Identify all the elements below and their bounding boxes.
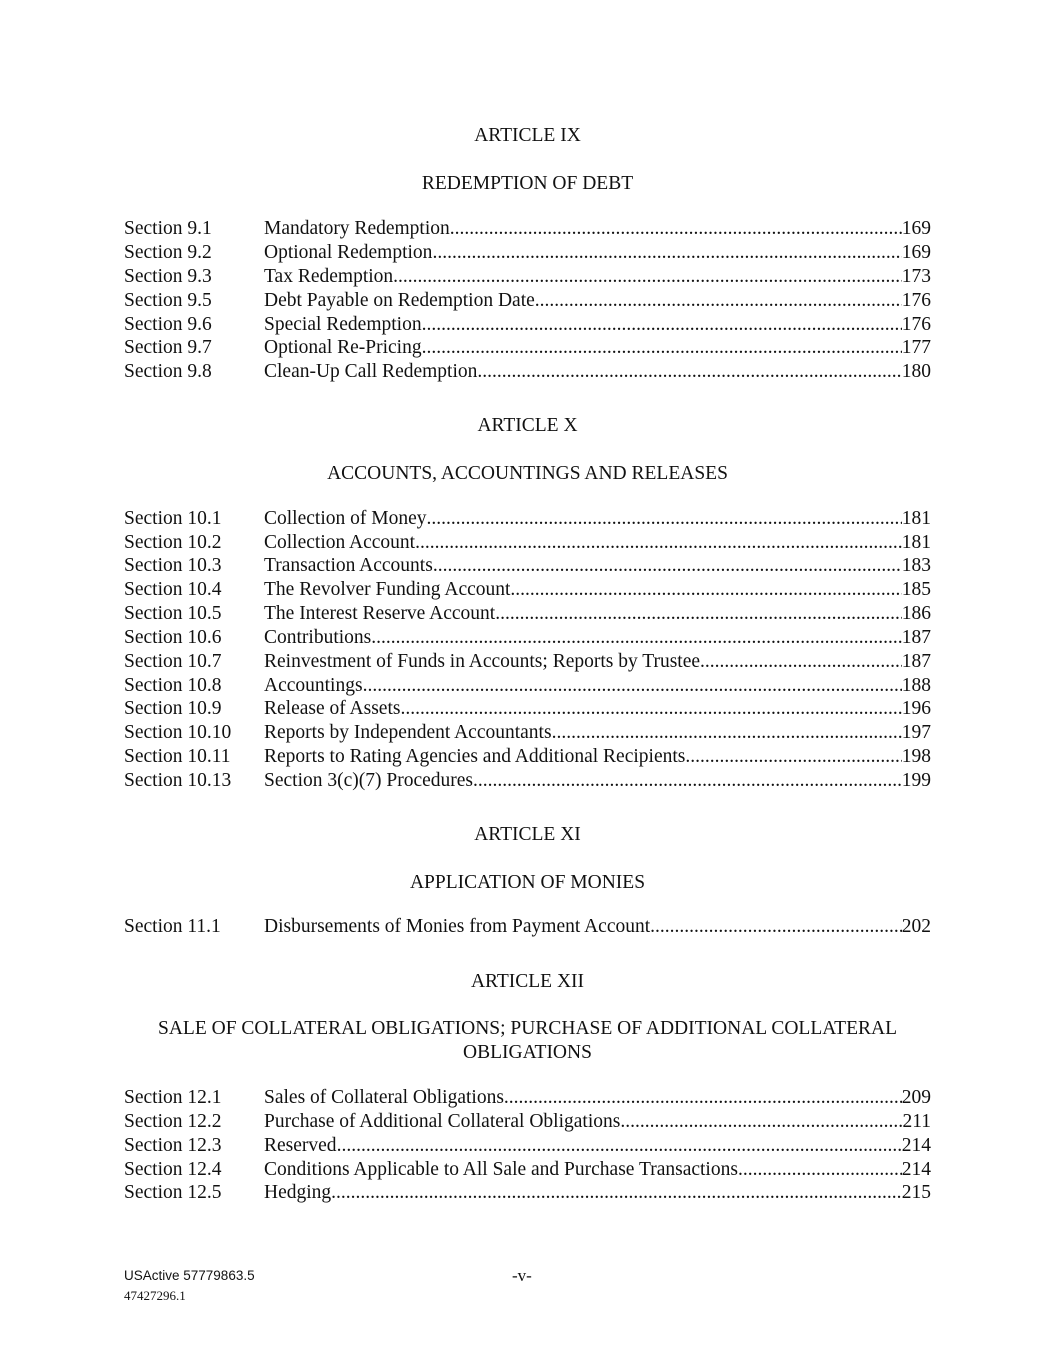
article-title: ACCOUNTS, ACCOUNTINGS AND RELEASES bbox=[327, 463, 728, 484]
dot-leader bbox=[535, 289, 902, 313]
section-title: Mandatory Redemption bbox=[264, 218, 450, 239]
page-number: 214 bbox=[901, 1135, 931, 1156]
section-number: Section 10.3 bbox=[124, 555, 222, 576]
toc-entry[interactable] bbox=[124, 721, 931, 745]
toc-entry[interactable] bbox=[124, 360, 931, 384]
toc-entry[interactable] bbox=[124, 1158, 931, 1182]
dot-leader bbox=[426, 507, 901, 531]
page-number: 180 bbox=[901, 361, 931, 382]
toc-entry[interactable] bbox=[124, 674, 931, 698]
section-title: Debt Payable on Redemption Date bbox=[264, 290, 535, 311]
page-number: 214 bbox=[901, 1159, 931, 1180]
toc-entry[interactable] bbox=[124, 650, 931, 674]
section-number: Section 12.2 bbox=[124, 1111, 222, 1132]
section-number: Section 10.10 bbox=[124, 722, 232, 743]
article-heading: ARTICLE XII bbox=[470, 971, 585, 992]
dot-leader bbox=[552, 721, 902, 745]
section-title: Hedging bbox=[264, 1182, 332, 1203]
section-title: Accountings bbox=[264, 675, 363, 696]
article-title: APPLICATION OF MONIES bbox=[409, 872, 646, 893]
section-number: Section 12.1 bbox=[124, 1087, 222, 1108]
toc-entry[interactable] bbox=[124, 769, 931, 793]
section-title: Optional Re-Pricing bbox=[264, 337, 422, 358]
page-number: 183 bbox=[901, 555, 931, 576]
section-title: Purchase of Additional Collateral Obligations bbox=[264, 1111, 621, 1132]
article-title-line-1: SALE OF COLLATERAL OBLIGATIONS; PURCHASE OF ADDITIONAL COLLATERAL bbox=[157, 1018, 897, 1039]
toc-entry[interactable] bbox=[124, 531, 931, 555]
dot-leader bbox=[473, 769, 902, 793]
page-number: 181 bbox=[901, 508, 931, 529]
section-number: Section 10.8 bbox=[124, 675, 222, 696]
section-number: Section 9.3 bbox=[124, 266, 212, 287]
section-title: Conditions Applicable to All Sale and Purchase Transactions bbox=[264, 1159, 738, 1180]
toc-entry[interactable] bbox=[124, 313, 931, 337]
section-number: Section 10.7 bbox=[124, 651, 222, 672]
dot-leader bbox=[510, 578, 901, 602]
section-title: Clean-Up Call Redemption bbox=[264, 361, 478, 382]
section-title: Release of Assets bbox=[264, 698, 401, 719]
page-number: 185 bbox=[901, 579, 931, 600]
dot-leader bbox=[432, 241, 901, 265]
section-number: Section 12.3 bbox=[124, 1135, 222, 1156]
article-heading: ARTICLE IX bbox=[474, 125, 581, 146]
toc-entry[interactable] bbox=[124, 578, 931, 602]
section-title: Reserved bbox=[264, 1135, 337, 1156]
dot-leader bbox=[495, 602, 902, 626]
page-number: 211 bbox=[902, 1111, 931, 1132]
section-title: Special Redemption bbox=[264, 314, 422, 335]
section-title: Contributions bbox=[264, 627, 372, 648]
section-title: Section 3(c)(7) Procedures bbox=[264, 770, 474, 791]
section-number: Section 12.5 bbox=[124, 1182, 222, 1203]
dot-leader bbox=[363, 674, 902, 698]
page-number: 202 bbox=[901, 916, 931, 937]
section-title: Sales of Collateral Obligations bbox=[264, 1087, 504, 1108]
dot-leader bbox=[331, 1181, 902, 1205]
section-number: Section 9.1 bbox=[124, 218, 212, 239]
toc-entry[interactable] bbox=[124, 265, 931, 289]
page-number: 187 bbox=[901, 627, 931, 648]
section-number: Section 10.4 bbox=[124, 579, 222, 600]
section-number: Section 9.6 bbox=[124, 314, 212, 335]
dot-leader bbox=[700, 650, 902, 674]
section-number: Section 9.2 bbox=[124, 242, 212, 263]
dot-leader bbox=[650, 915, 902, 939]
section-title: Tax Redemption bbox=[264, 266, 394, 287]
footer-doc-ref: USActive 57779863.5 bbox=[124, 1268, 255, 1283]
section-number: Section 10.13 bbox=[124, 770, 232, 791]
toc-entry[interactable] bbox=[124, 289, 931, 313]
dot-leader bbox=[450, 217, 902, 241]
section-title: Reports to Rating Agencies and Additional Recipients bbox=[264, 746, 686, 767]
page-number: 173 bbox=[901, 266, 931, 287]
toc-entry[interactable] bbox=[124, 1110, 931, 1134]
page-number: 196 bbox=[901, 698, 931, 719]
page-number: 181 bbox=[901, 532, 931, 553]
section-number: Section 9.8 bbox=[124, 361, 212, 382]
page-number: 215 bbox=[901, 1182, 931, 1203]
toc-entry[interactable] bbox=[124, 745, 931, 769]
section-title: Reinvestment of Funds in Accounts; Reports by Trustee bbox=[264, 651, 701, 672]
dot-leader bbox=[415, 531, 902, 555]
page-number: 169 bbox=[901, 218, 931, 239]
dot-leader bbox=[371, 626, 901, 650]
dot-leader bbox=[400, 697, 901, 721]
dot-leader bbox=[504, 1086, 902, 1110]
section-title: Collection of Money bbox=[264, 508, 427, 529]
section-number: Section 9.7 bbox=[124, 337, 212, 358]
page-number: 188 bbox=[901, 675, 931, 696]
section-title: The Interest Reserve Account bbox=[264, 603, 496, 624]
dot-leader bbox=[337, 1134, 902, 1158]
page-number: 199 bbox=[901, 770, 931, 791]
page-number: 186 bbox=[901, 603, 931, 624]
toc-entry[interactable] bbox=[124, 554, 931, 578]
section-number: Section 12.4 bbox=[124, 1159, 222, 1180]
toc-entry[interactable] bbox=[124, 1086, 931, 1110]
dot-leader bbox=[477, 360, 901, 384]
toc-entry[interactable] bbox=[124, 1181, 931, 1205]
section-title: Optional Redemption bbox=[264, 242, 433, 263]
dot-leader bbox=[738, 1158, 902, 1182]
dot-leader bbox=[393, 265, 902, 289]
page-number: 176 bbox=[901, 290, 931, 311]
page-number: 187 bbox=[901, 651, 931, 672]
article-heading: ARTICLE XI bbox=[474, 824, 581, 845]
toc-entry[interactable] bbox=[124, 697, 931, 721]
dot-leader bbox=[433, 554, 902, 578]
article-title-line-2: OBLIGATIONS bbox=[463, 1042, 592, 1063]
section-number: Section 11.1 bbox=[124, 916, 221, 937]
toc-entry[interactable] bbox=[124, 1134, 931, 1158]
section-number: Section 9.5 bbox=[124, 290, 212, 311]
toc-entry[interactable] bbox=[124, 507, 931, 531]
toc-entry[interactable] bbox=[124, 602, 931, 626]
section-number: Section 10.2 bbox=[124, 532, 222, 553]
toc-entry[interactable] bbox=[124, 626, 931, 650]
section-number: Section 10.9 bbox=[124, 698, 222, 719]
section-title: Transaction Accounts bbox=[264, 555, 433, 576]
article-heading: ARTICLE X bbox=[477, 415, 578, 436]
page-number: 169 bbox=[901, 242, 931, 263]
toc-entry[interactable] bbox=[124, 336, 931, 360]
section-title: Disbursements of Monies from Payment Account bbox=[264, 916, 651, 937]
toc-entry[interactable] bbox=[124, 915, 931, 939]
footer-page-number: -v- bbox=[512, 1266, 532, 1285]
section-number: Section 10.11 bbox=[124, 746, 231, 767]
footer-doc-id: 47427296.1 bbox=[124, 1288, 186, 1303]
article-title: REDEMPTION OF DEBT bbox=[421, 173, 634, 194]
section-title: Collection Account bbox=[264, 532, 416, 553]
section-title: Reports by Independent Accountants bbox=[264, 722, 552, 743]
page-number: 198 bbox=[901, 746, 931, 767]
page-number: 209 bbox=[901, 1087, 931, 1108]
dot-leader bbox=[422, 336, 902, 360]
dot-leader bbox=[620, 1110, 902, 1134]
section-number: Section 10.5 bbox=[124, 603, 222, 624]
dot-leader bbox=[422, 313, 902, 337]
page-number: 176 bbox=[901, 314, 931, 335]
page-number: 177 bbox=[901, 337, 931, 358]
page-number: 197 bbox=[901, 722, 931, 743]
section-title: The Revolver Funding Account bbox=[264, 579, 511, 600]
toc-entry[interactable] bbox=[124, 217, 931, 241]
section-number: Section 10.1 bbox=[124, 508, 222, 529]
section-number: Section 10.6 bbox=[124, 627, 222, 648]
toc-entry[interactable] bbox=[124, 241, 931, 265]
dot-leader bbox=[685, 745, 901, 769]
